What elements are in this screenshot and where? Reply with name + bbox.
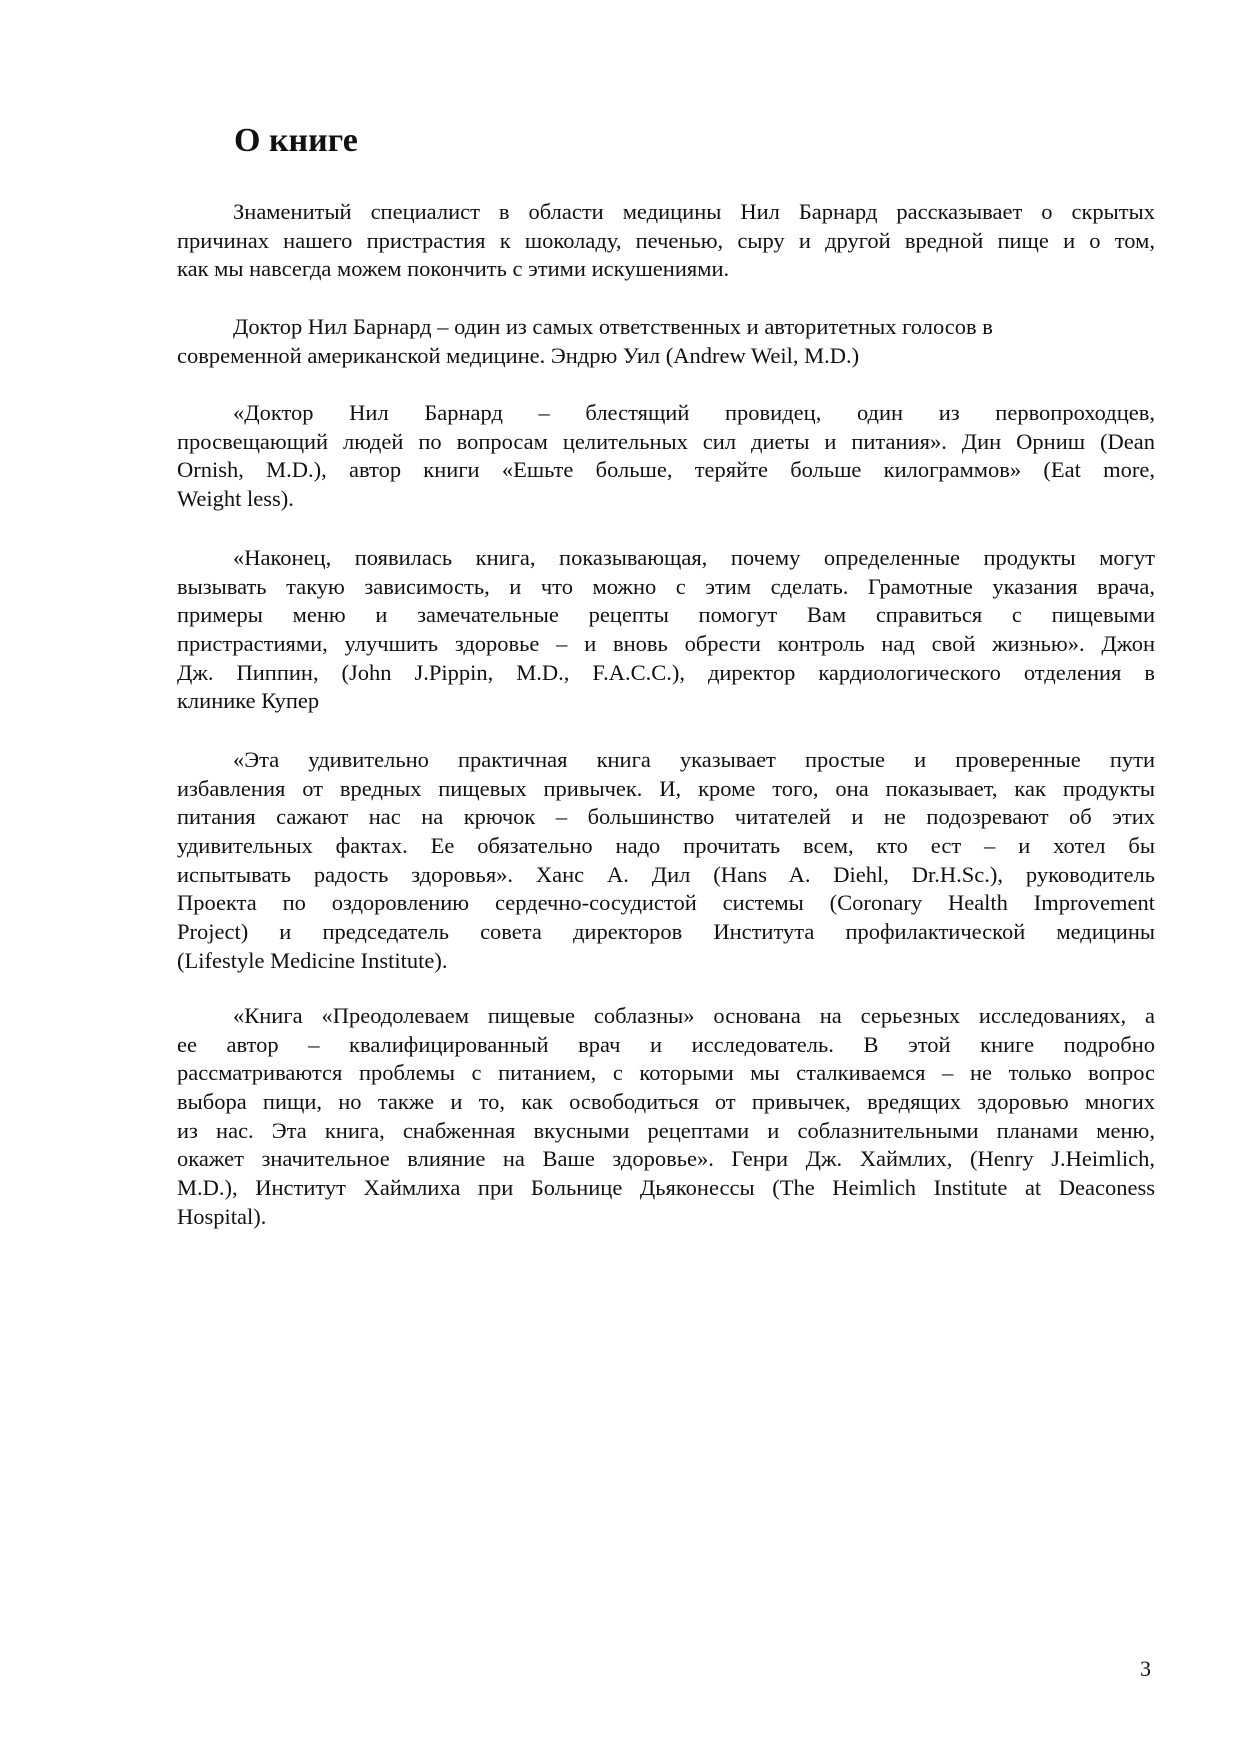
text-line: современной американской медицине. Эндрю Уил (Andrew Weil, M.D.) (177, 342, 860, 368)
paragraph (177, 399, 1155, 514)
text-line: Проекта по оздоровлению сердечно-сосудистой системы (Coronary Health Improvement (177, 890, 1155, 916)
text-line: удивительных фактах. Ее обязательно надо прочитать всем, кто ест – и хотел бы (177, 833, 1155, 859)
text-line: «Доктор Нил Барнард – блестящий провидец, один из первопроходцев, (233, 400, 1155, 425)
paragraph (177, 313, 1155, 370)
text-line: Дж. Пиппин, (John J.Pippin, M.D., F.A.C.C.), директор кардиологического отделения в (177, 659, 1155, 685)
text-line: как мы навсегда можем покончить с этими искушениями. (177, 256, 730, 282)
text-line: примеры меню и замечательные рецепты помогут Вам справиться с пищевыми (177, 602, 1155, 628)
text-line: «Наконец, появилась книга, показывающая, почему определенные продукты могут (233, 545, 1155, 570)
text-line: Weight less). (177, 486, 294, 512)
text-line: M.D.), Институт Хаймлиха при Больнице Дьяконессы (The Heimlich Institute at Deaconess (177, 1175, 1155, 1201)
text-line: вызывать такую зависимость, и что можно с этим сделать. Грамотные указания врача, (177, 573, 1155, 599)
text-line: питания сажают нас на крючок – большинство читателей и не подозревают об этих (177, 804, 1155, 830)
text-line: Hospital). (177, 1203, 267, 1229)
text-line: ее автор – квалифицированный врач и исследователь. В этой книге подробно (177, 1031, 1155, 1057)
text-line: пристрастиями, улучшить здоровье – и вновь обрести контроль над свой жизнью». Джон (177, 631, 1155, 657)
text-line: «Эта удивительно практичная книга указывает простые и проверенные пути (233, 747, 1155, 772)
paragraph (177, 198, 1155, 284)
page-title: О книге (234, 122, 358, 159)
text-line: избавления от вредных пищевых привычек. И, кроме того, она показывает, как продукты (177, 775, 1155, 801)
text-line: Project) и председатель совета директоров Института профилактической медицины (177, 919, 1155, 945)
text-line: клинике Купер (177, 688, 320, 714)
text-line: причинах нашего пристрастия к шоколаду, печенью, сыру и другой вредной пище и о том, (177, 227, 1155, 253)
text-line: (Lifestyle Medicine Institute). (177, 947, 448, 973)
text-line: «Книга «Преодолеваем пищевые соблазны» основана на серьезных исследованиях, а (233, 1003, 1155, 1028)
paragraph (177, 746, 1155, 976)
text-line: окажет значительное влияние на Ваше здоровье». Генри Дж. Хаймлих, (Henry J.Heimlich, (177, 1146, 1155, 1172)
text-line: испытывать радость здоровья». Ханс А. Дил (Hans A. Diehl, Dr.H.Sc.), руководитель (177, 861, 1155, 887)
text-line: просвещающий людей по вопросам целительных сил диеты и питания». Дин Орниш (Dean (177, 428, 1155, 454)
text-line: Доктор Нил Барнард – один из самых ответственных и авторитетных голосов в (233, 314, 993, 339)
text-line: Знаменитый специалист в области медицины Нил Барнард рассказывает о скрытых (233, 199, 1155, 224)
paragraph (177, 544, 1155, 716)
paragraph (177, 1002, 1155, 1232)
text-line: из нас. Эта книга, снабженная вкусными рецептами и соблазнительными планами меню, (177, 1117, 1155, 1143)
text-line: выбора пищи, но также и то, как освободиться от привычек, вредящих здоровью многих (177, 1089, 1155, 1115)
page-number: 3 (1140, 1656, 1151, 1681)
text-line: Ornish, M.D.), автор книги «Ешьте больше, теряйте больше килограммов» (Eat more, (177, 457, 1155, 483)
text-line: рассматриваются проблемы с питанием, с которыми мы сталкиваемся – не только вопрос (177, 1060, 1155, 1086)
